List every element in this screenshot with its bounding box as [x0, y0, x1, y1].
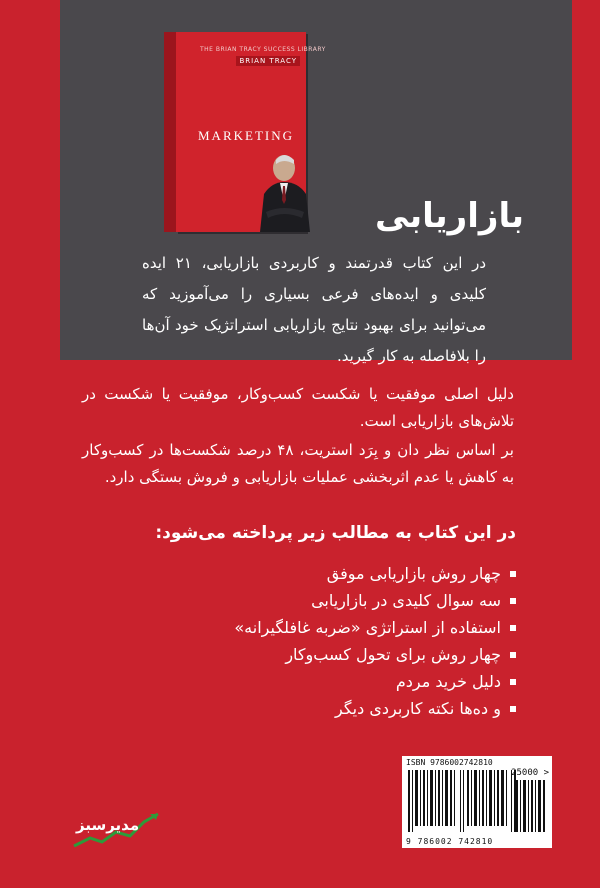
square-bullet-icon: [510, 571, 516, 577]
paragraph-2: بر اساس نظر دان و بِرَد استریت، ۴۸ درصد شکست‌ها در کسب‌وکار به کاهش یا عدم اثربخشی عملیات بازاریابی و فروش بستگی دارد.: [82, 441, 514, 486]
square-bullet-icon: [510, 652, 516, 658]
square-bullet-icon: [510, 598, 516, 604]
inset-book-front: [176, 32, 326, 232]
list-item: و ده‌ها نکته کاربردی دیگر: [234, 695, 516, 722]
publisher-name: مدیرسبز: [76, 816, 140, 834]
topics-heading: در این کتاب به مطالب زیر پرداخته می‌شود:: [155, 523, 516, 543]
intro-paragraph: در این کتاب قدرتمند و کاربردی بازاریابی، ۲۱ ایده کلیدی و ایده‌های فرعی بسیاری را می‌آموزید که می‌توانید برای بهبود نتایج بازاریابی استراتژیک خود آن‌ها را بلافاصله به کار گیرید.: [142, 254, 487, 365]
list-item: سه سوال کلیدی در بازاریابی: [234, 587, 516, 614]
square-bullet-icon: [510, 625, 516, 631]
inset-author-name: BRIAN TRACY: [236, 56, 300, 66]
topics-list: [234, 560, 516, 722]
inset-series-text: THE BRIAN TRACY SUCCESS LIBRARY: [200, 46, 326, 53]
publisher-logo: [72, 808, 162, 850]
list-item: چهار روش برای تحول کسب‌وکار: [234, 641, 516, 668]
inset-book-cover: [164, 32, 326, 232]
list-item: دلیل خرید مردم: [234, 668, 516, 695]
book-title: بازاریابی: [374, 196, 524, 236]
inset-book-title: MARKETING: [198, 128, 294, 143]
top-panel: [60, 0, 572, 365]
author-photo: [254, 150, 312, 232]
list-item: استفاده از استراتژی «ضربه غافلگیرانه»: [234, 614, 516, 641]
price-text: 25000 >: [511, 768, 549, 778]
price-barcode-bars: [516, 780, 546, 832]
isbn-text: ISBN 9786002742810: [406, 758, 493, 767]
barcode-bars: [408, 770, 516, 832]
isbn-barcode: [402, 756, 552, 848]
list-item: چهار روش بازاریابی موفق: [234, 560, 516, 587]
square-bullet-icon: [510, 706, 516, 712]
paragraph-1: دلیل اصلی موفقیت یا شکست کسب‌وکار، موفقیت یا شکست در تلاش‌های بازاریابی است.: [82, 385, 514, 430]
square-bullet-icon: [510, 679, 516, 685]
barcode-digits: 9 786002 742810: [406, 837, 494, 846]
